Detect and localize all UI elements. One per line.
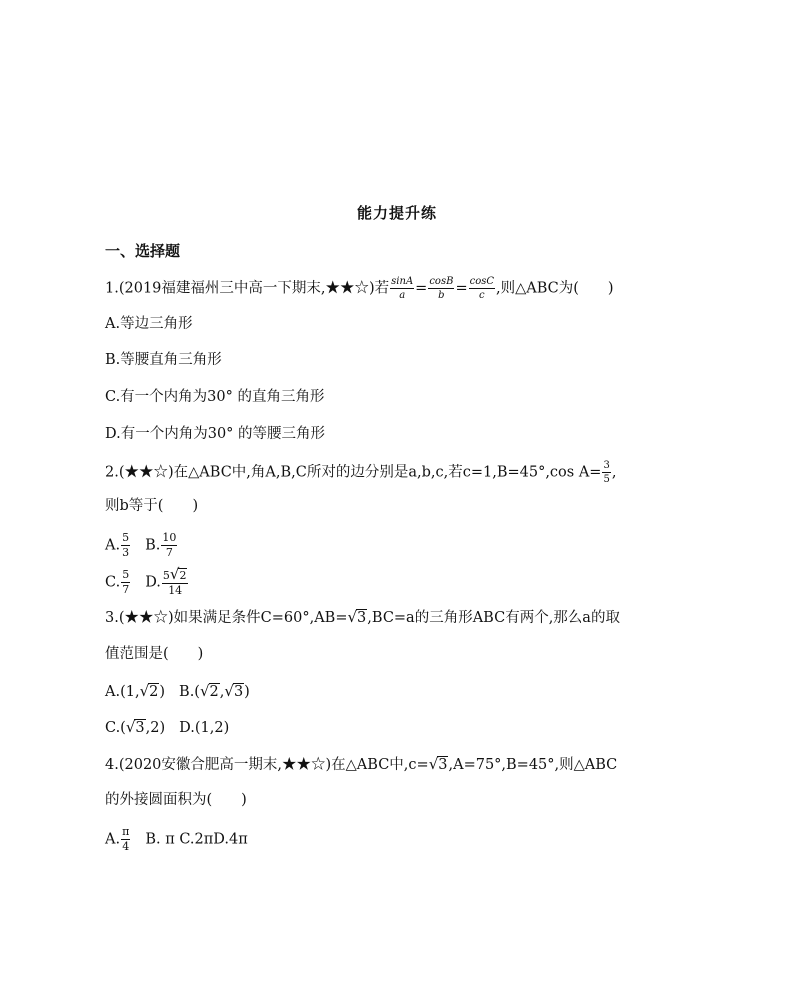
question-2-prefix: 2.(★★☆)在△ABC中,角A,B,C所对的边分别是a,b,c,若c=1,B=45°,cos A= (105, 464, 602, 481)
option-d-fraction: $\frac{5√2}{14}$ (162, 565, 187, 597)
fraction-3-over-5: $\frac{3}{5}$ (603, 460, 610, 485)
question-4-options: A. $\frac{\pi}{4}$ B. π C.2πD.4π (105, 825, 248, 853)
question-4-prefix: 4.(2020安徽合肥高一期末,★★☆)在△ABC中,c= (105, 757, 429, 773)
question-2-options-cd: C. $\frac{5}{7}$ D. $\frac{5√2}{14}$ (105, 565, 187, 597)
question-4 (105, 753, 617, 776)
question-1-option-d: D.有一个内角为30° 的等腰三角形 (105, 426, 326, 442)
question-4-suffix: ,A=75°,B=45°,则△ABC (448, 757, 618, 773)
sqrt-3: √3 (125, 718, 145, 736)
question-4-line-2: 的外接圆面积为( ) (105, 792, 247, 808)
option-a-fraction: $\frac{\pi}{4}$ (122, 825, 130, 853)
question-1-suffix: ,则△ABC为( ) (496, 280, 614, 297)
question-2-options-ab: A. $\frac{5}{3}$ B. $\frac{10}{7}$ (105, 531, 177, 559)
sqrt-2: √2 (199, 682, 219, 700)
question-3-suffix: ,BC=a的三角形ABC有两个,那么a的取 (367, 610, 620, 626)
question-3-line-2: 值范围是( ) (105, 646, 204, 662)
question-1: 1.(2019福建福州三中高一下期末,★★☆)若 $\frac{\sin A}{a}$ = $\frac{\cos B}{b}$ = $\frac{\cos C}{c}$ ,则△ABC为( ) (105, 276, 614, 301)
fraction-sinA-over-a: $\frac{\sin A}{a}$ (391, 276, 414, 301)
question-1-option-c: C.有一个内角为30° 的直角三角形 (105, 389, 325, 405)
sqrt-3: √3 (347, 608, 367, 626)
question-2: 2.(★★☆)在△ABC中,角A,B,C所对的边分别是a,b,c,若c=1,B=45°,cos A= $\frac{3}{5}$ , (105, 460, 617, 485)
sqrt-3: √3 (428, 755, 448, 773)
option-b-fraction: $\frac{10}{7}$ (162, 531, 177, 559)
question-2-line-2: 则b等于( ) (105, 498, 199, 514)
question-1-option-b: B.等腰直角三角形 (105, 352, 222, 368)
question-3 (105, 606, 620, 629)
question-3-options-ab: A.(1,√2) B.(√2,√3) (105, 680, 250, 703)
question-1-prefix: 1.(2019福建福州三中高一下期末,★★☆)若 (105, 280, 390, 297)
sqrt-2: √2 (139, 682, 159, 700)
question-3-options-cd: C.(√3,2) D.(1,2) (105, 716, 229, 739)
page-title: 能力提升练 (356, 204, 437, 222)
option-a-fraction: $\frac{5}{3}$ (122, 531, 130, 559)
question-3-prefix: 3.(★★☆)如果满足条件C=60°,AB= (105, 610, 348, 626)
section-heading: 一、选择题 (105, 242, 181, 260)
fraction-cosB-over-b: $\frac{\cos B}{b}$ (429, 276, 454, 301)
option-c-fraction: $\frac{5}{7}$ (122, 568, 130, 596)
question-1-option-a: A.等边三角形 (105, 316, 193, 332)
sqrt-3: √3 (224, 682, 244, 700)
fraction-cosC-over-c: $\frac{\cos C}{c}$ (469, 276, 494, 301)
